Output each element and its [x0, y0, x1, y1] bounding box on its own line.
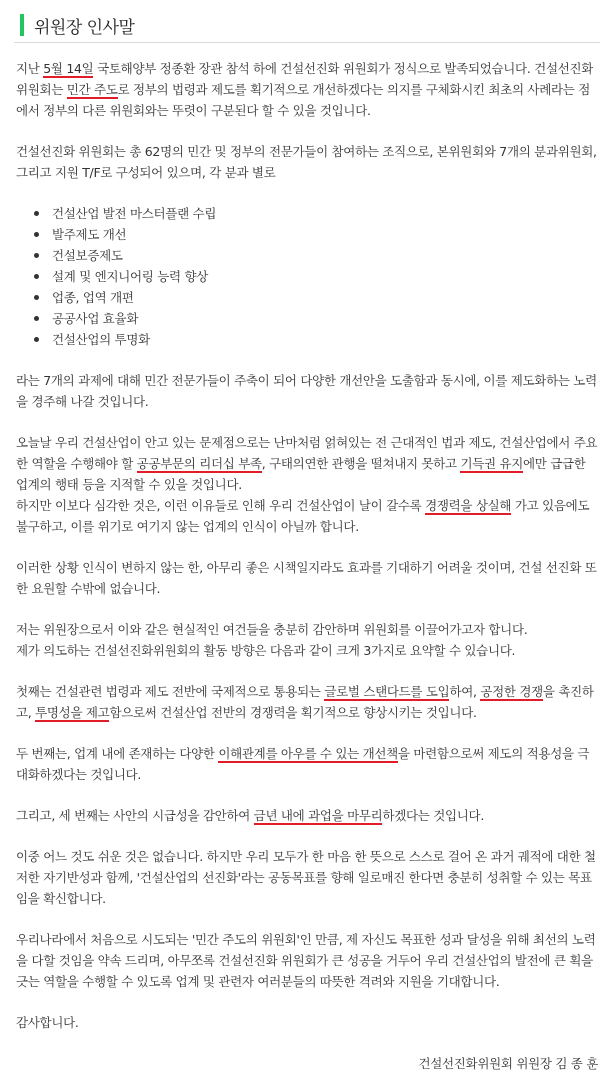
text: 두 번째는, 업계 내에 존재하는 다양한	[16, 746, 219, 761]
paragraph-awareness: 이러한 상황 인식이 변하지 않는 한, 아무리 좋은 시책일지라도 효과를 기대하기 어려울 것이며, 건설 선진화 또한 요원할 수밖에 없습니다.	[16, 560, 597, 596]
text: 하겠다는 것입니다.	[382, 808, 485, 823]
text: 에만 급급한 업계의 행태 등을 지적할 수 있을 것입니다.	[16, 456, 586, 492]
list-item: 설계 및 엔지니어링 능력 향상	[48, 266, 600, 287]
text: 첫째는 건설관련 법령과 제도 전반에 국제적으로 통용되는	[16, 684, 325, 699]
page-header	[14, 10, 600, 43]
paragraph-tasks: 라는 7개의 과제에 대해 민간 전문가들이 주축이 되어 다양한 개선안을 도출함과 동시에, 이를 제도화하는 노력을 경주해 나갈 것입니다.	[16, 373, 597, 409]
paragraph-organization: 건설선진화 위원회는 총 62명의 민간 및 정부의 전문가들이 참여하는 조직으로, 본위원회와 7개의 분과위원회, 그리고 지원 T/F로 구성되어 있으며, 각 분과 별로	[16, 144, 597, 180]
greeting-body	[16, 58, 600, 1074]
underlined-vested-interest: 기득권 유지	[460, 456, 524, 471]
list-item: 업종, 업역 개편	[48, 287, 600, 308]
text: 지난	[16, 61, 44, 76]
list-item: 공공사업 효율화	[48, 308, 600, 329]
paragraph-crisis	[16, 495, 600, 537]
paragraph-request: 우리나라에서 처음으로 시도되는 '민간 주도의 위원회'인 만큼, 제 자신도 목표한 성과 달성을 위해 최선의 노력을 다할 것임을 약속 드리며, 아무쪼록 건설선진화 위원회가 큰 성공을 거두어 우리 건설산업의 발전에 큰 획을 긋는 역할을 수행할 수 있도록 업계 및 관련자 여러분들의 따뜻한 격려와 지원을 기대합니다.	[16, 932, 596, 989]
paragraph-chair-intent: 저는 위원장으로서 이와 같은 현실적인 여건들을 충분히 감안하며 위원회를 이끌어가고자 합니다.	[16, 622, 528, 637]
paragraph-first	[16, 681, 600, 723]
text: 국토해양부 정종환 장관 참석 하에 건설선진화 위원회가 정식으로 발족되었습니다. 건설선진화 위원회는	[16, 61, 594, 97]
task-list	[16, 203, 600, 350]
underlined-leadership: 공공부문의 리더십 부족	[136, 456, 262, 471]
underlined-deadline: 금년 내에 과업을 마무리	[253, 808, 383, 823]
paragraph-thanks: 감사합니다.	[16, 1015, 79, 1030]
text: 로 정부의 법령과 제도를 획기적으로 개선하겠다는 의지를 구체화시킨 최초의 사례라는 점에서 정부의 다른 위원회와는 뚜렷이 구분된다 할 수 있을 것입니다.	[16, 82, 590, 118]
list-item: 건설산업의 투명화	[48, 329, 600, 350]
list-item: 발주제도 개선	[48, 224, 600, 245]
underlined-private-led: 민간 주도	[66, 82, 118, 97]
underlined-improvement: 이해관계를 아우를 수 있는 개선책	[218, 746, 398, 761]
underlined-date: 5월 14일	[43, 61, 94, 76]
page-title: 위원장 인사말	[34, 18, 135, 38]
underlined-transparency: 투명성을 제고	[35, 705, 110, 720]
paragraph-resolve: 이중 어느 것도 쉬운 것은 없습니다. 하지만 우리 모두가 한 마음 한 뜻으로 스스로 걸어 온 과거 궤적에 대한 철저한 자기반성과 함께, '건설산업의 선진화'라는 공동목표를 향해 일로매진 한다면 충분히 성취할 수 있는 목표임을 확신합니다.	[16, 849, 596, 906]
text: 하여,	[449, 684, 481, 699]
list-item: 건설보증제도	[48, 245, 600, 266]
text: 을 마련함으로써 제도의 적용성을 극대화하겠다는 것입니다.	[16, 746, 590, 782]
underlined-competitiveness: 경쟁력을 상실해	[425, 498, 512, 513]
text: , 구태의연한 관행을 떨쳐내지 못하고	[261, 456, 461, 471]
paragraph-direction: 제가 의도하는 건설선진화위원회의 활동 방향은 다음과 같이 크게 3가지로 요약할 수 있습니다.	[16, 643, 516, 658]
text: 하지만 이보다 심각한 것은, 이런 이유들로 인해 우리 건설산업이 날이 갈수록	[16, 498, 426, 513]
text: 그리고, 세 번째는 사안의 시급성을 감안하여	[16, 808, 254, 823]
title-accent-bar	[20, 14, 24, 36]
underlined-fair-competition: 공정한 경쟁	[480, 684, 543, 699]
paragraph-third	[16, 805, 600, 826]
paragraph-problems	[16, 432, 600, 495]
text: 오늘날 우리 건설산업이 안고 있는 문제점으로는 난마처럼 얽혀있는 전 근대적인 법과 제도, 건설산업에서 주요한 역할을 수행해야 할	[16, 435, 598, 471]
paragraph-second	[16, 743, 600, 785]
paragraph-intro	[16, 58, 600, 121]
list-item: 건설산업 발전 마스터플랜 수립	[48, 203, 600, 224]
text: 가고 있음에도 불구하고, 이를 위기로 여기지 않는 업계의 인식이 아닐까 합니다.	[16, 498, 590, 534]
signature: 건설선진화위원회 위원장 김 종 훈	[418, 1056, 598, 1071]
text: 을 촉진하고,	[16, 684, 594, 720]
underlined-global-standard: 글로벌 스탠다드를 도입	[324, 684, 450, 699]
text: 함으로써 건설산업 전반의 경쟁력을 획기적으로 향상시키는 것입니다.	[109, 705, 477, 720]
